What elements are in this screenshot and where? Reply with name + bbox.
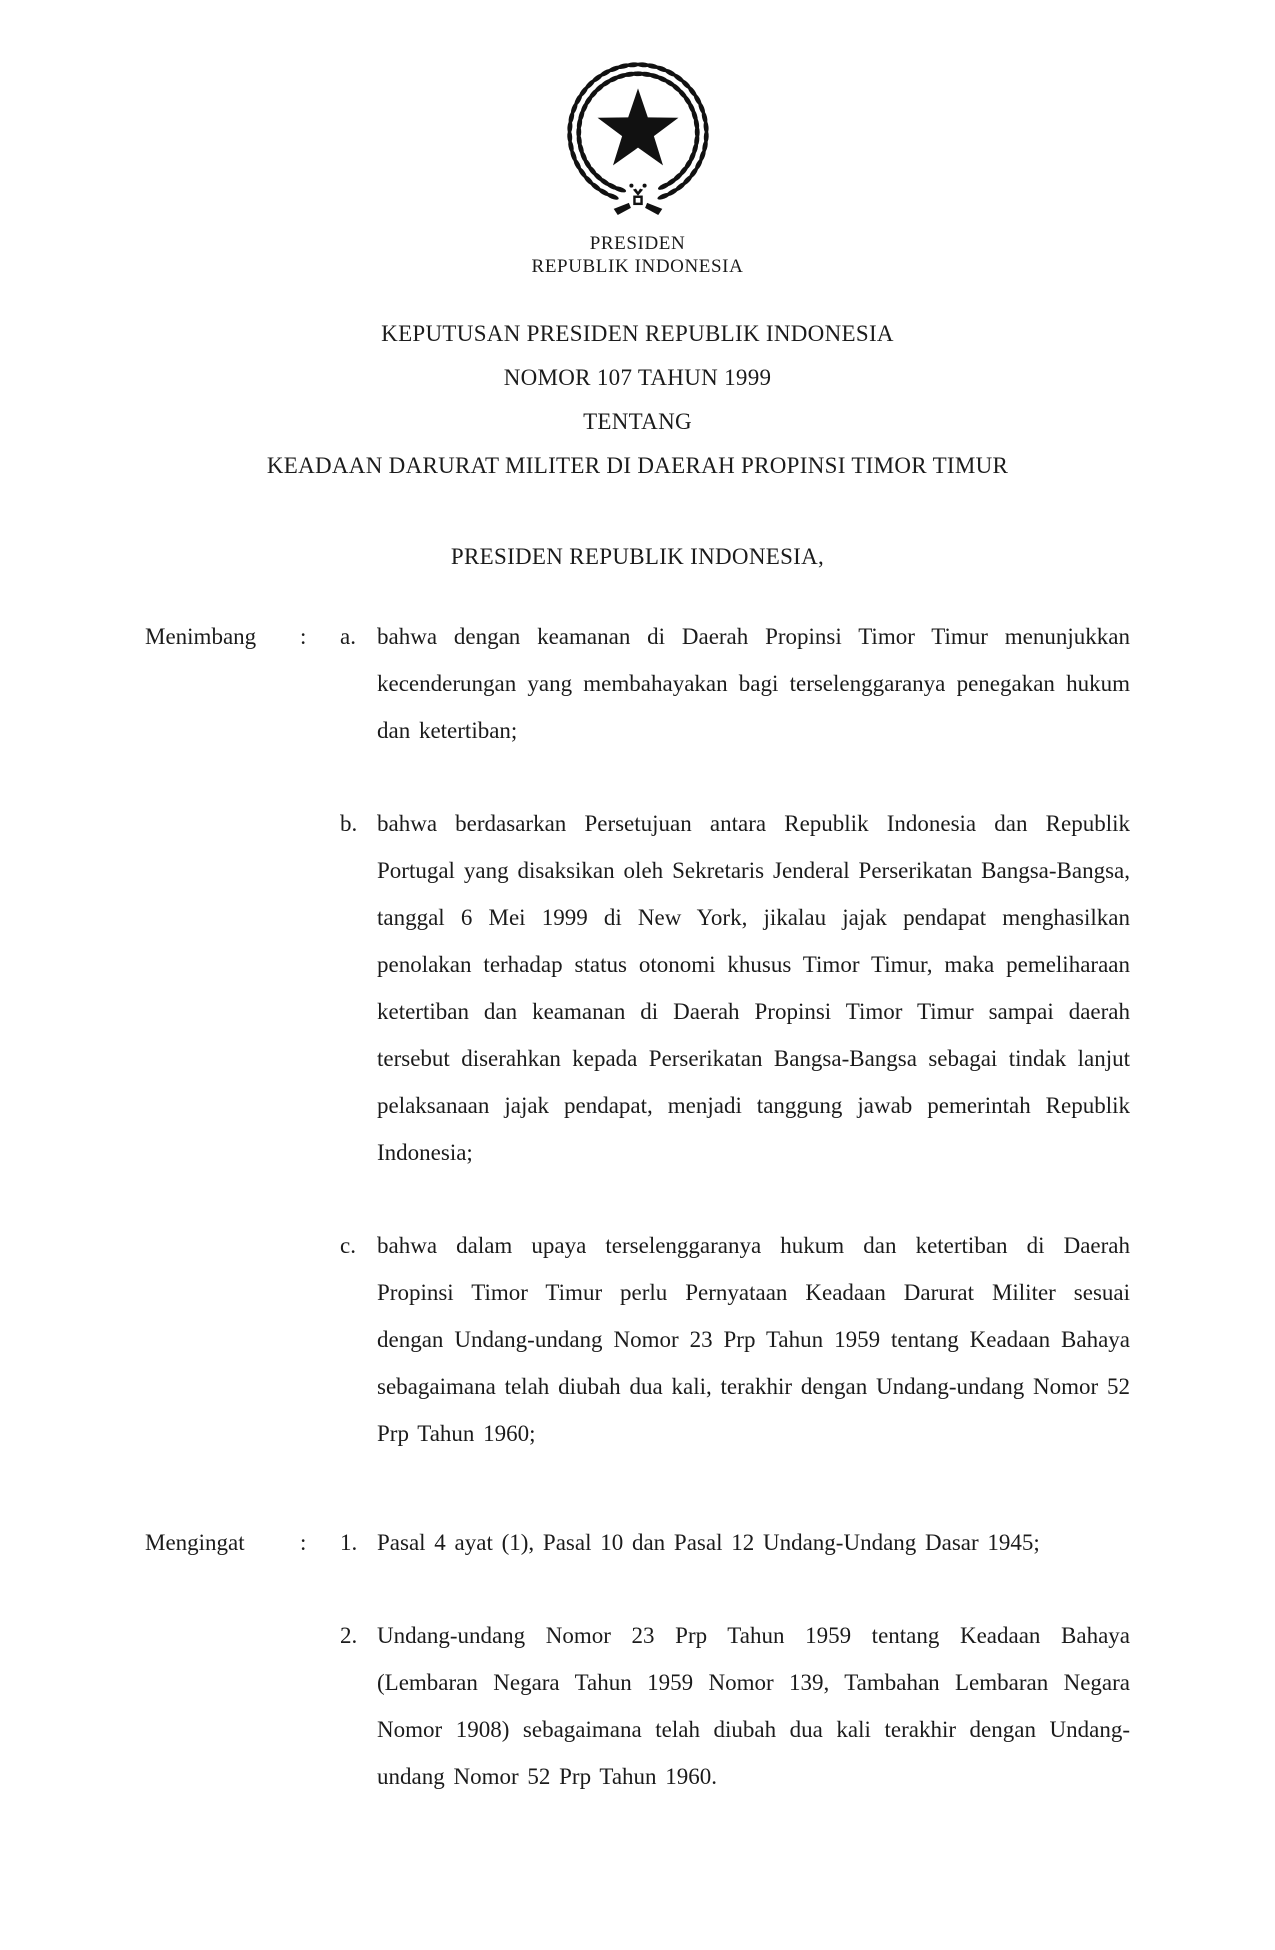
decree-title-block <box>0 312 1275 488</box>
list-item <box>340 800 1130 1176</box>
star-wreath-icon <box>557 54 719 216</box>
section-colon: : <box>300 1530 307 1555</box>
item-text: bahwa berdasarkan Persetujuan antara Republik Indonesia dan Republik Portugal yang disaksikan oleh Sekretaris Jenderal Perserikatan Bangsa-Bangsa, tanggal 6 Mei 1999 di New York, jikalau jajak pendapat menghasilkan penolakan terhadap status otonomi khusus Timor Timur, maka pemeliharaan ketertiban dan keamanan di Daerah Propinsi Timor Timur sampai daerah tersebut diserahkan kepada Perserikatan Bangsa-Bangsa sebagai tindak lanjut pelaksanaan jajak pendapat, menjadi tanggung jawab pemerintah Republik Indonesia; <box>377 811 1130 1165</box>
list-item <box>340 1519 1130 1566</box>
item-marker: a. <box>340 624 356 649</box>
item-marker: c. <box>340 1233 356 1258</box>
item-text: bahwa dengan keamanan di Daerah Propinsi Timor Timur menunjukkan kecenderungan yang membahayakan bagi terselenggaranya penegakan hukum dan ketertiban; <box>377 624 1130 743</box>
section-label: Menimbang <box>145 624 257 649</box>
salutation: PRESIDEN REPUBLIK INDONESIA, <box>450 544 825 569</box>
org-line-republik-indonesia: REPUBLIK INDONESIA <box>531 256 744 277</box>
list-item <box>340 1612 1130 1800</box>
section-label: Mengingat <box>145 1530 245 1555</box>
list-item <box>340 1222 1130 1457</box>
item-marker: 2. <box>340 1623 358 1648</box>
item-marker: 1. <box>340 1530 358 1555</box>
section-mengingat <box>0 1519 1275 1800</box>
star-icon <box>597 88 678 165</box>
decree-subject-line: KEADAAN DARURAT MILITER DI DAERAH PROPINSI TIMOR TIMUR <box>266 453 1009 478</box>
item-text: Pasal 4 ayat (1), Pasal 10 dan Pasal 12 Undang-Undang Dasar 1945; <box>377 1530 1040 1555</box>
decree-number-line: NOMOR 107 TAHUN 1999 <box>503 365 772 390</box>
section-items <box>340 613 1130 1457</box>
decree-tentang-line: TENTANG <box>583 409 692 434</box>
section-items <box>340 1519 1130 1800</box>
list-item <box>340 613 1130 754</box>
decree-title-line-1: KEPUTUSAN PRESIDEN REPUBLIK INDONESIA <box>381 321 894 346</box>
org-name <box>0 232 1275 278</box>
item-text: Undang-undang Nomor 23 Prp Tahun 1959 tentang Keadaan Bahaya (Lembaran Negara Tahun 1959 Nomor 139, Tambahan Lembaran Negara Nomor 1908) sebagaimana telah diubah dua kali terakhir dengan Undang-undang Nomor 52 Prp Tahun 1960. <box>377 1623 1130 1789</box>
presidential-seal <box>0 0 1275 216</box>
section-menimbang <box>0 613 1275 1457</box>
org-line-presiden: PRESIDEN <box>589 233 686 254</box>
section-colon: : <box>300 624 307 649</box>
item-text: bahwa dalam upaya terselenggaranya hukum dan ketertiban di Daerah Propinsi Timor Timur perlu Pernyataan Keadaan Darurat Militer sesuai dengan Undang-undang Nomor 23 Prp Tahun 1959 tentang Keadaan Bahaya sebagaimana telah diubah dua kali, terakhir dengan Undang-undang Nomor 52 Prp Tahun 1960; <box>377 1233 1130 1446</box>
item-marker: b. <box>340 811 358 836</box>
